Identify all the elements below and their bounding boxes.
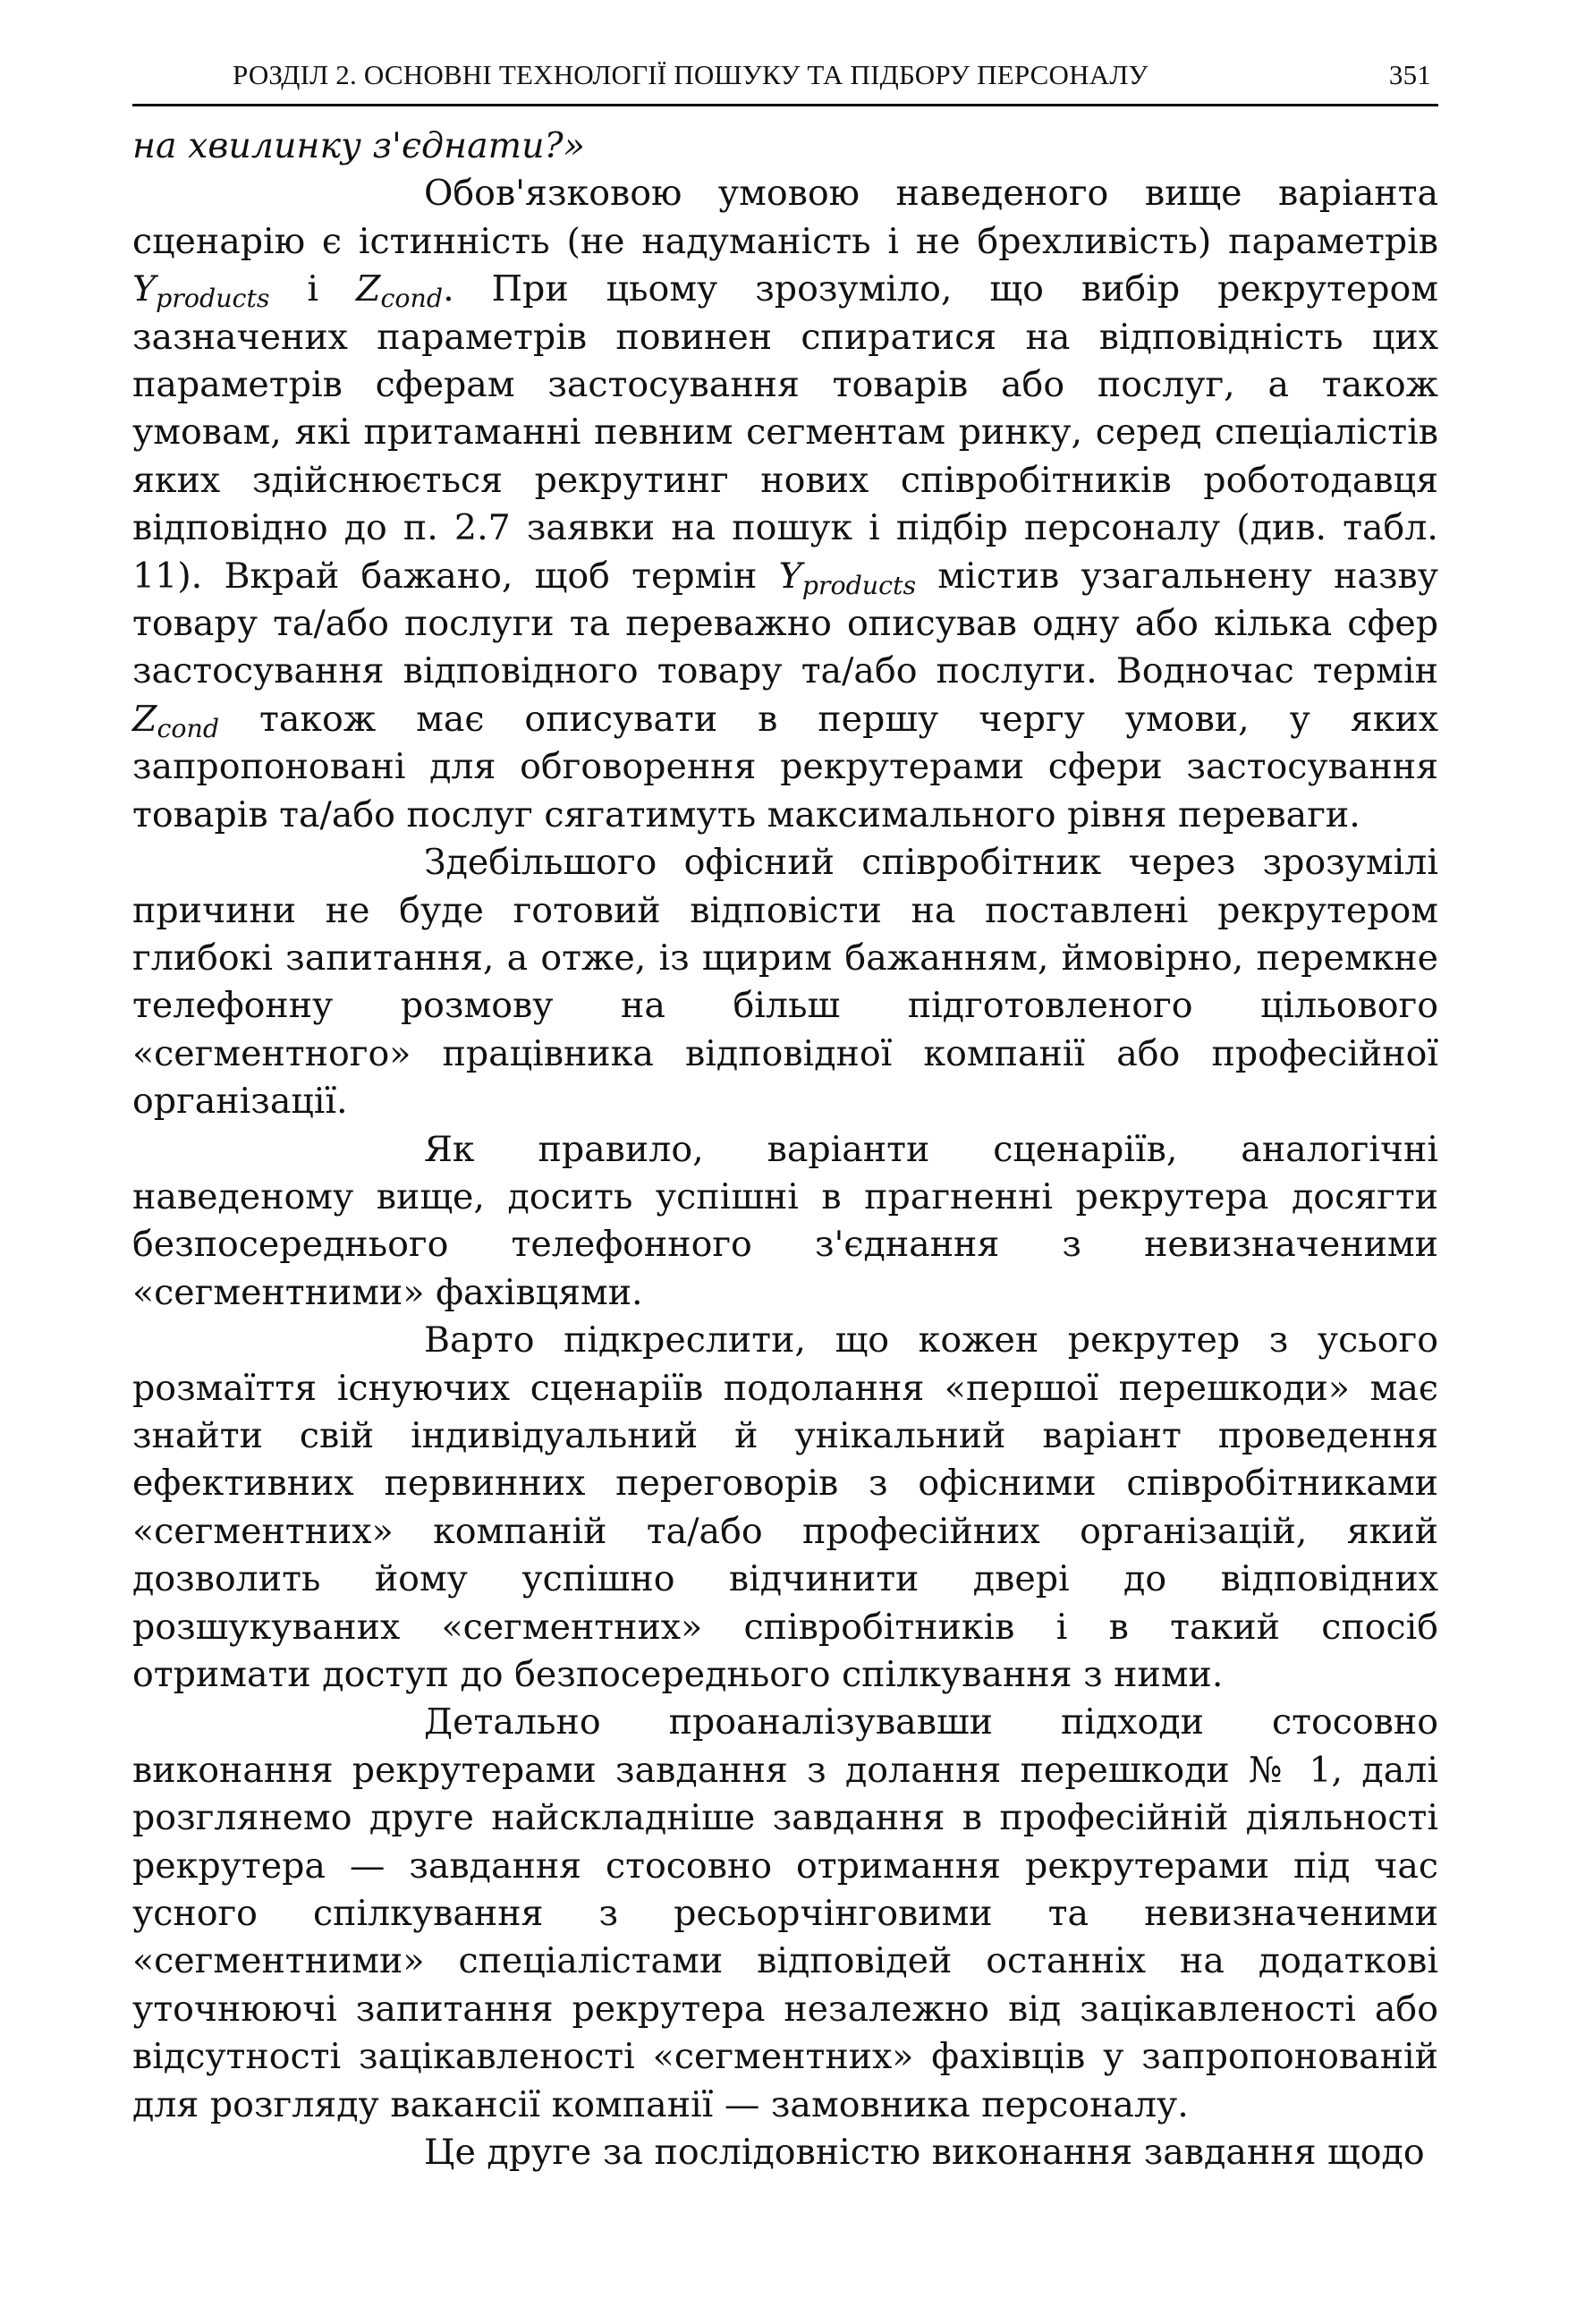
y-products-term: $Y_{products}$ — [778, 555, 917, 600]
paragraph-6: Це друге за послідовністю виконання завдання щодо — [424, 2132, 1425, 2174]
z-cond-term: $Z_{cond}$ — [356, 268, 444, 314]
book-page — [132, 59, 1438, 2176]
main-text — [132, 123, 1438, 2176]
page-number: 351 — [1388, 59, 1431, 90]
y-products-term: $Y_{products}$ — [132, 268, 270, 314]
paragraph-2: Здебільшого офісний співробітник через зрозумілі причини не буде готовий відповісти на поставлені рекрутером глибокі запитання, а отже, із щирим бажанням, ймовірно, перемкне телефонну розмову на більш підготовленого цільового «сегментного» працівника відповідної компанії або професійної організації. — [132, 842, 1438, 1123]
paragraph-3: Як правило, варіанти сценаріїв, аналогічні наведеному вище, досить успішні в прагненні рекрутера досягти безпосереднього телефонного з'єднання з невизначеними «сегментними» фахівцями. — [132, 1128, 1438, 1313]
paragraph-5: Детально проаналізувавши підходи стосовно виконання рекрутерами завдання з долання перешкоди № 1, далі розглянемо друге найскладніше завдання в професійній діяльності рекрутера — завдання стосовно отримання рекрутерами під час усного спілкування з ресьорчінговими та невизначеними «сегментними» спеціалістами відповідей останніх на додаткові уточнюючі запитання рекрутера незалежно від зацікавленості або відсутності зацікавленості «сегментних» фахівців у запропонованій для розгляду вакансії компанії — замовника персоналу. — [132, 1701, 1438, 2125]
p1-text-e: також має описувати в першу чергу умови, у яких запропоновані для обговорення рекрутерами сфери застосування товарів та/або послуг сягатимуть максимального рівня переваги. — [132, 698, 1438, 835]
p1-text-d: містив узагальнену назву товару та/або послуги та переважно описував одну або кілька сфер застосування відповідного товару та/або послуги. Водночас термін — [132, 555, 1438, 692]
paragraph-4: Варто підкреслити, що кожен рекрутер з усього розмаїття існуючих сценаріїв подолання «першої перешкоди» має знайти свій індивідуальний й унікальний варіант проведення ефективних первинних переговорів з офісними співробітниками «сегментних» компаній та/або професійних організацій, який дозволить йому успішно відчинити двері до відповідних розшукуваних «сегментних» співробітників і в такий спосіб отримати доступ до безпосереднього спілкування з ними. — [132, 1319, 1438, 1695]
paragraph-continuation: на хвилинку з'єднати?» — [132, 125, 585, 166]
z-cond-term: $Z_{cond}$ — [132, 698, 220, 743]
p1-text-b: і — [269, 268, 357, 310]
chapter-title: РОЗДІЛ 2. ОСНОВНІ ТЕХНОЛОГІЇ ПОШУКУ ТА ПІДБОРУ ПЕРСОНАЛУ — [233, 59, 1148, 90]
running-header — [132, 59, 1438, 106]
paragraph-1 — [132, 170, 1438, 839]
p1-text-a: Обов'язковою умовою наведеного вище варіанта сценарію є істинність (не надуманість і не брехливість) параметрів — [132, 173, 1438, 262]
p1-text-c: . При цьому зрозуміло, що вибір рекрутером зазначених параметрів повинен спиратися на відповідність цих параметрів сферам застосування товарів або послуг, а також умовам, які притаманні певним сегментам ринку, серед спеціалістів яких здійснюється рекрутинг нових співробітників роботодавця відповідно до п. 2.7 заявки на пошук і підбір персоналу (див. табл. 11). Вкрай бажано, щоб термін — [132, 268, 1438, 597]
